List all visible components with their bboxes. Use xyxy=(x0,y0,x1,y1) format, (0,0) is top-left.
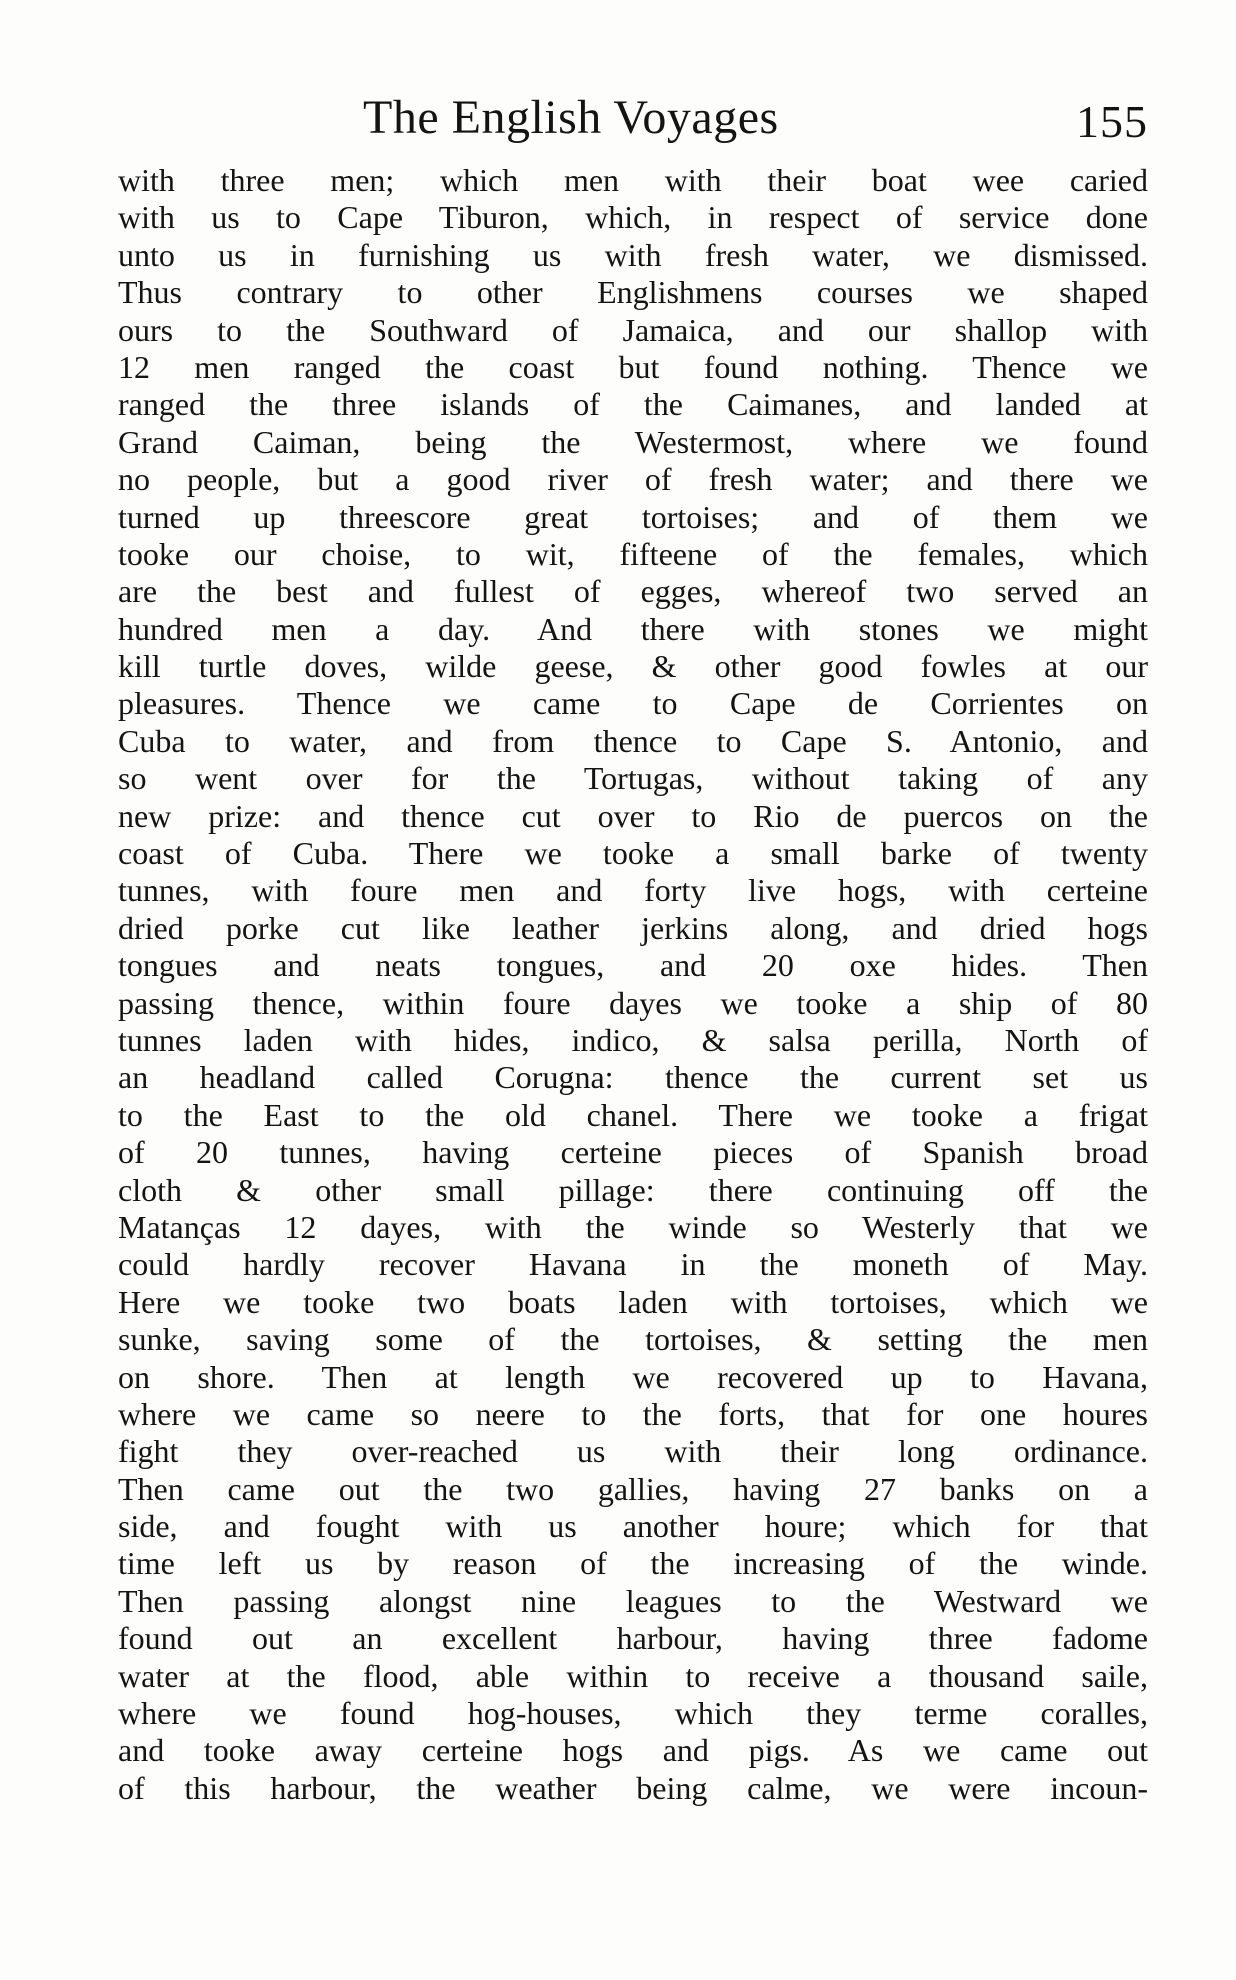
text-line: found out an excellent harbour, having three fadome xyxy=(118,1620,1148,1657)
text-line: dried porke cut like leather jerkins along, and dried hogs xyxy=(118,909,1148,946)
text-line: side, and fought with us another houre; which for that xyxy=(118,1508,1148,1545)
text-line: so went over for the Tortugas, without taking of any xyxy=(118,760,1148,797)
text-line: of this harbour, the weather being calme, we were incoun- xyxy=(118,1769,1148,1806)
text-line: kill turtle doves, wilde geese, & other good fowles at our xyxy=(118,648,1148,685)
text-line: 12 men ranged the coast but found nothing. Thence we xyxy=(118,348,1148,385)
text-line: where we found hog-houses, which they terme coralles, xyxy=(118,1695,1148,1732)
text-line: could hardly recover Havana in the moneth of May. xyxy=(118,1246,1148,1283)
text-line: tunnes laden with hides, indico, & salsa perilla, North of xyxy=(118,1021,1148,1058)
text-line: on shore. Then at length we recovered up to Havana, xyxy=(118,1358,1148,1395)
text-line: Cuba to water, and from thence to Cape S. Antonio, and xyxy=(118,722,1148,759)
text-line: ranged the three islands of the Caimanes, and landed at xyxy=(118,386,1148,423)
text-line: to the East to the old chanel. There we tooke a frigat xyxy=(118,1096,1148,1133)
text-line: and tooke away certeine hogs and pigs. As we came out xyxy=(118,1732,1148,1769)
text-line: no people, but a good river of fresh water; and there we xyxy=(118,461,1148,498)
text-line: tunnes, with foure men and forty live hogs, with certeine xyxy=(118,872,1148,909)
text-line: sunke, saving some of the tortoises, & setting the men xyxy=(118,1321,1148,1358)
text-line: hundred men a day. And there with stones we might xyxy=(118,610,1148,647)
running-head xyxy=(118,88,1148,148)
text-line: Matanças 12 dayes, with the winde so Westerly that we xyxy=(118,1208,1148,1245)
text-line: unto us in furnishing us with fresh water, we dismissed. xyxy=(118,236,1148,273)
text-line: Then came out the two gallies, having 27 banks on a xyxy=(118,1470,1148,1507)
text-line: of 20 tunnes, having certeine pieces of Spanish broad xyxy=(118,1134,1148,1171)
body-text xyxy=(118,162,1148,1807)
text-line: fight they over-reached us with their long ordinance. xyxy=(118,1433,1148,1470)
text-line: tooke our choise, to wit, fifteene of the females, which xyxy=(118,535,1148,572)
text-line: passing thence, within foure dayes we tooke a ship of 80 xyxy=(118,984,1148,1021)
text-line: Grand Caiman, being the Westermost, where we found xyxy=(118,423,1148,460)
text-line: ours to the Southward of Jamaica, and our shallop with xyxy=(118,311,1148,348)
text-line: pleasures. Thence we came to Cape de Corrientes on xyxy=(118,685,1148,722)
text-line: time left us by reason of the increasing of the winde. xyxy=(118,1545,1148,1582)
text-line: an headland called Corugna: thence the current set us xyxy=(118,1059,1148,1096)
text-line: where we came so neere to the forts, that for one houres xyxy=(118,1395,1148,1432)
text-line: Thus contrary to other Englishmens courses we shaped xyxy=(118,274,1148,311)
text-line: cloth & other small pillage: there continuing off the xyxy=(118,1171,1148,1208)
running-title: The English Voyages xyxy=(363,91,779,144)
text-line: tongues and neats tongues, and 20 oxe hides. Then xyxy=(118,947,1148,984)
text-line: Then passing alongst nine leagues to the Westward we xyxy=(118,1582,1148,1619)
text-line: are the best and fullest of egges, whereof two served an xyxy=(118,573,1148,610)
text-line: water at the flood, able within to receive a thousand saile, xyxy=(118,1657,1148,1694)
text-line: Here we tooke two boats laden with tortoises, which we xyxy=(118,1283,1148,1320)
text-line: with us to Cape Tiburon, which, in respect of service done xyxy=(118,199,1148,236)
text-line: turned up threescore great tortoises; and of them we xyxy=(118,498,1148,535)
text-line: with three men; which men with their boat wee caried xyxy=(118,162,1148,198)
page-number: 155 xyxy=(1076,96,1148,147)
text-line: coast of Cuba. There we tooke a small barke of twenty xyxy=(118,835,1148,872)
text-line: new prize: and thence cut over to Rio de puercos on the xyxy=(118,797,1148,834)
